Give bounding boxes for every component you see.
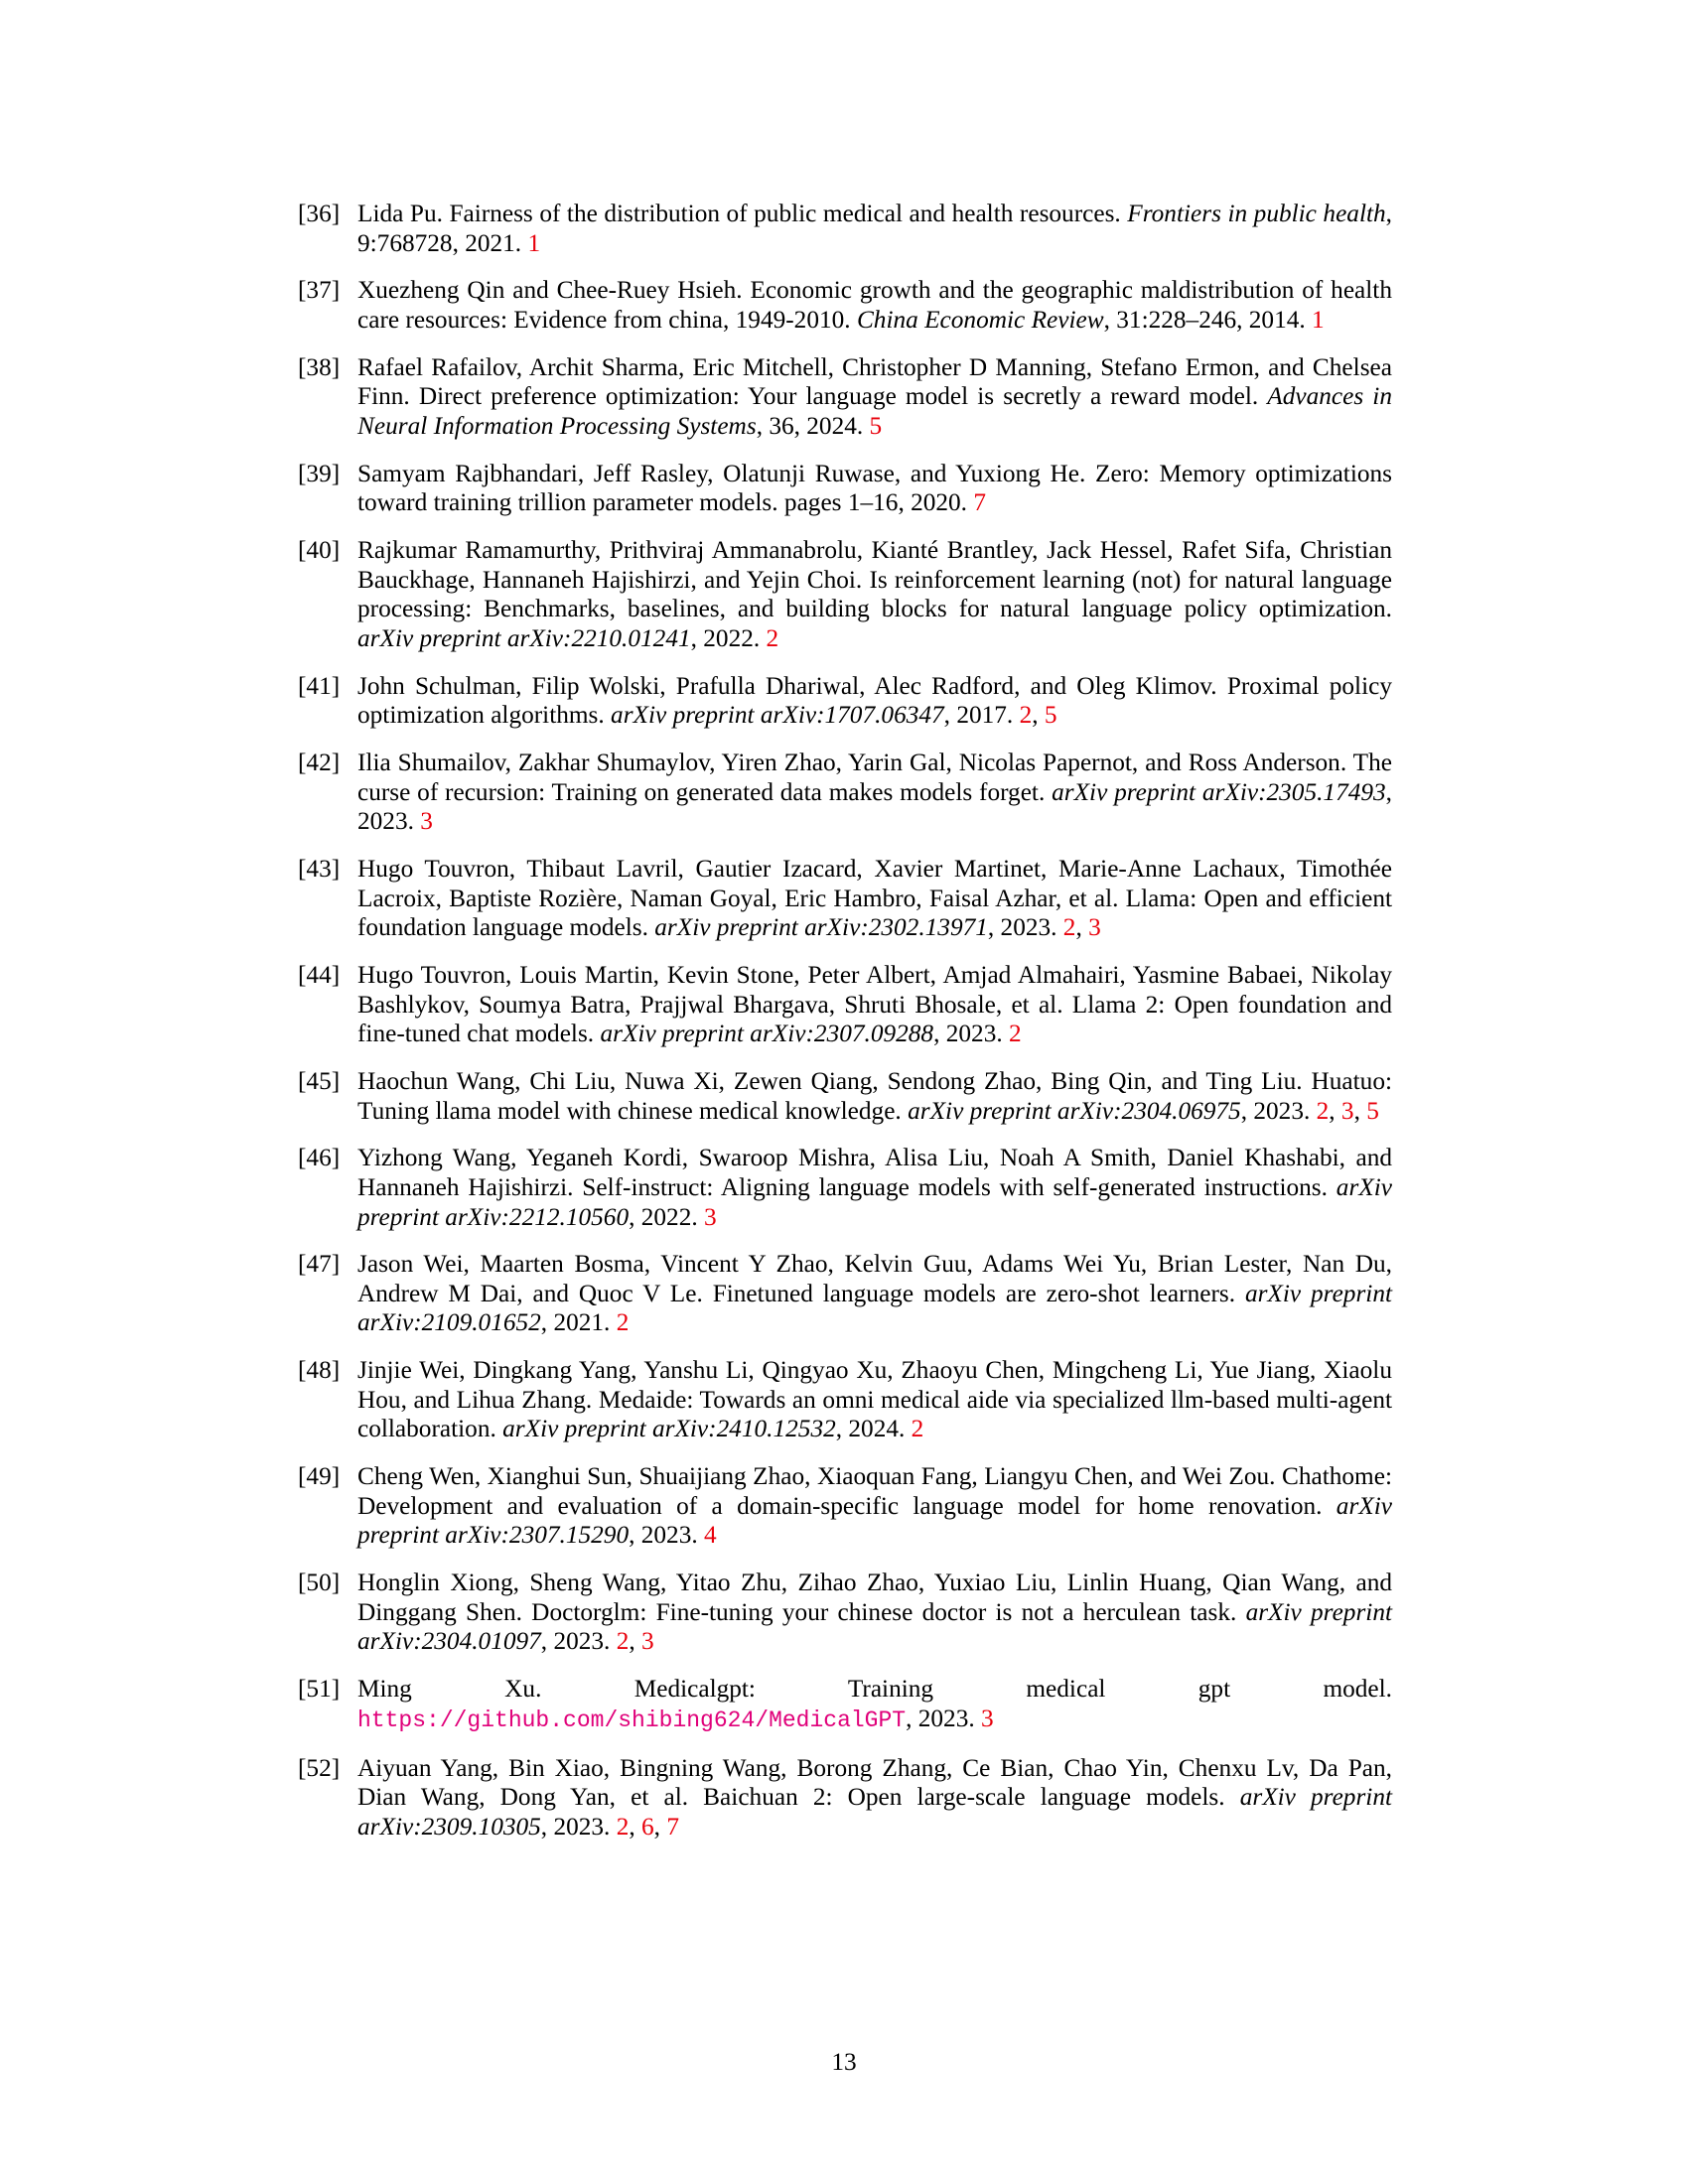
reference-authors-title: Honglin Xiong, Sheng Wang, Yitao Zhu, Zihao Zhao, Yuxiao Liu, Linlin Huang, Qian Wang, and Dinggang Shen. Doctorglm: Fine-tuning your chinese doctor is not a herculean task. [357,1569,1392,1626]
citation-backlink[interactable]: 2 [616,1308,630,1337]
reference-authors-title: Jinjie Wei, Dingkang Yang, Yanshu Li, Qingyao Xu, Zhaoyu Chen, Mingcheng Li, Yue Jiang, Xiaolu Hou, and Lihua Zhang. Medaide: Towards an omni medical aide via specialized llm-based multi-agent collaboration. [357,1356,1392,1443]
reference-authors-title: Haochun Wang, Chi Liu, Nuwa Xi, Zewen Qiang, Sendong Zhao, Bing Qin, and Ting Liu. Huatuo: Tuning llama model with chinese medical knowledge. [357,1066,1392,1125]
reference-details: , 2023. [357,777,1392,836]
reference-entry [298,200,1392,258]
reference-details: , 2017. [943,701,1020,730]
reference-entry [298,1754,1392,1843]
reference-entry [298,1067,1392,1126]
reference-entry [298,1250,1392,1338]
citation-backlink[interactable]: 7 [666,1812,679,1841]
reference-text [357,276,1392,335]
reference-details: , 9:768728, 2021. [357,200,1392,257]
citation-backlink[interactable]: 4 [703,1521,717,1550]
reference-number: [38] [298,352,341,381]
reference-details: , 2022. [629,1202,704,1231]
reference-venue: arXiv preprint arXiv:2212.10560 [357,1172,1392,1231]
reference-number: [41] [298,671,341,700]
reference-entry [298,460,1392,518]
citation-backlink[interactable]: 1 [527,228,541,257]
reference-authors-title: Aiyuan Yang, Bin Xiao, Bingning Wang, Borong Zhang, Ce Bian, Chao Yin, Chenxu Lv, Da Pan, Dian Wang, Dong Yan, et al. Baichuan 2: Open large-scale language models. [357,1753,1392,1812]
citation-backlink[interactable]: 7 [973,488,986,517]
reference-text [357,1675,1392,1735]
reference-authors-title: John Schulman, Filip Wolski, Prafulla Dhariwal, Alec Radford, and Oleg Klimov. Proximal policy optimization algorithms. [357,671,1392,730]
citation-backlink[interactable]: 2 [911,1415,924,1443]
reference-number: [51] [298,1675,341,1704]
reference-authors-title: Ming Xu. Medicalgpt: Training medical gpt model. [357,1675,1392,1704]
reference-text [357,353,1392,442]
reference-details: , 2023. [1240,1096,1317,1125]
reference-entry [298,1675,1392,1735]
reference-entry [298,672,1392,731]
reference-details: , 2023. [629,1521,704,1550]
reference-number: [50] [298,1569,341,1597]
reference-venue: arXiv preprint arXiv:2307.09288 [600,1020,934,1048]
reference-authors-title: Jason Wei, Maarten Bosma, Vincent Y Zhao, Kelvin Guu, Adams Wei Yu, Brian Lester, Nan Du, Andrew M Dai, and Quoc V Le. Finetuned language models are zero-shot learners. [357,1250,1392,1307]
reference-venue: arXiv preprint arXiv:2410.12532 [502,1415,836,1443]
reference-text: Haochun Wang, Chi Liu, Nuwa Xi, Zewen Qiang, Sendong Zhao, Bing Qin, and Ting Liu. Huatuo: Tuning llama model with chinese medical knowledge. arXiv preprint arXiv:2304.06975, 2023. 2, 3, 5 [357,1066,1392,1125]
page-number: 13 [831,2048,857,2076]
reference-text [357,1250,1392,1338]
citation-backlink[interactable]: 5 [869,411,883,440]
reference-venue: Advances in Neural Information Processing Systems [357,382,1392,440]
reference-venue: arXiv preprint arXiv:2305.17493 [1052,777,1386,806]
citation-backlink[interactable]: 2 [1008,1020,1022,1048]
reference-venue: arXiv preprint arXiv:2210.01241 [357,623,691,652]
reference-number: [36] [298,200,341,227]
reference-number: [42] [298,749,341,777]
reference-entry [298,353,1392,442]
reference-authors-title: Xuezheng Qin and Chee-Ruey Hsieh. Economic growth and the geographic maldistribution of health care resources: Evidence from china, 1949-2010. [357,276,1392,334]
reference-number: [37] [298,276,341,305]
reference-venue: arXiv preprint arXiv:2307.15290 [357,1491,1392,1550]
citation-backlink[interactable]: 3 [1088,913,1101,942]
reference-text [357,749,1392,837]
reference-number: [47] [298,1250,341,1279]
citation-backlink[interactable]: 2 [1019,701,1033,730]
citation-backlink[interactable]: 2 [766,623,779,652]
reference-details: , 2023. [540,1812,617,1841]
reference-text: John Schulman, Filip Wolski, Prafulla Dhariwal, Alec Radford, and Oleg Klimov. Proximal policy optimization algorithms. arXiv preprint arXiv:1707.06347, 2017. 2, 5 [357,671,1392,730]
reference-venue: arXiv preprint arXiv:2304.06975 [908,1096,1241,1125]
reference-details: , 2023. [933,1020,1009,1048]
reference-number: [52] [298,1753,341,1782]
citation-backlink[interactable]: 2 [1316,1096,1330,1125]
reference-entry [298,1462,1392,1551]
reference-venue: arXiv preprint arXiv:2309.10305 [357,1783,1393,1841]
reference-text: Aiyuan Yang, Bin Xiao, Bingning Wang, Borong Zhang, Ce Bian, Chao Yin, Chenxu Lv, Da Pan, Dian Wang, Dong Yan, et al. Baichuan 2: Open large-scale language models. arXiv preprint arXiv:2309.10305, 2023. 2, 6, 7 [357,1753,1393,1841]
reference-number: [39] [298,459,341,487]
citation-backlink[interactable]: 3 [980,1704,994,1732]
citation-backlink[interactable]: 5 [1044,701,1057,730]
reference-authors-title: Yizhong Wang, Yeganeh Kordi, Swaroop Mishra, Alisa Liu, Noah A Smith, Daniel Khashabi, and Hannaneh Hajishirzi. Self-instruct: Aligning language models with self-generated instructions. [357,1144,1392,1201]
references-list [298,200,1392,1860]
citation-backlink[interactable]: 3 [703,1202,717,1231]
reference-text [357,200,1392,258]
reference-entry [298,855,1392,943]
citation-backlink[interactable]: 1 [1312,305,1325,334]
reference-number: [46] [298,1144,341,1172]
reference-text [357,460,1392,518]
reference-details: , 31:228–246, 2014. [1103,305,1313,334]
reference-authors-title: Ilia Shumailov, Zakhar Shumaylov, Yiren Zhao, Yarin Gal, Nicolas Papernot, and Ross Anderson. The curse of recursion: Training on generated data makes models forget. [357,749,1392,806]
reference-entry [298,749,1392,837]
citation-backlink[interactable]: 3 [420,807,433,836]
citation-backlink[interactable]: 2 [1062,913,1076,942]
reference-text [357,961,1392,1049]
reference-authors-title: Rafael Rafailov, Archit Sharma, Eric Mitchell, Christopher D Manning, Stefano Ermon, and Chelsea Finn. Direct preference optimization: Your language model is secretly a reward model. [357,352,1392,411]
reference-details: , 2023. [987,913,1063,942]
citation-backlink[interactable]: 2 [616,1812,630,1841]
reference-details: , 2023. [540,1627,617,1656]
reference-venue: China Economic Review [856,305,1104,334]
reference-venue: arXiv preprint arXiv:2304.01097 [357,1597,1392,1656]
reference-url-link[interactable]: https://github.com/shibing624/MedicalGPT [357,1706,907,1733]
reference-text [357,1462,1392,1551]
reference-number: [40] [298,536,341,565]
reference-number: [45] [298,1066,341,1095]
reference-entry [298,536,1392,653]
citation-backlink[interactable]: 2 [616,1627,630,1656]
reference-venue: arXiv preprint arXiv:2109.01652 [357,1279,1393,1337]
reference-venue: arXiv preprint arXiv:1707.06347 [611,701,944,730]
reference-entry [298,1569,1392,1657]
citation-backlink[interactable]: 3 [641,1627,654,1656]
reference-entry [298,1356,1392,1444]
reference-number: [49] [298,1462,341,1491]
reference-authors-title: Rajkumar Ramamurthy, Prithviraj Ammanabrolu, Kianté Brantley, Jack Hessel, Rafet Sifa, Christian Bauckhage, Hannaneh Hajishirzi, and Yejin Choi. Is reinforcement learning (not) for natural language processing: Benchmarks, baselines, and building blocks for natural language policy optimization. [357,536,1392,623]
reference-text: Honglin Xiong, Sheng Wang, Yitao Zhu, Zihao Zhao, Yuxiao Liu, Linlin Huang, Qian Wang, and Dinggang Shen. Doctorglm: Fine-tuning your chinese doctor is not a herculean task. arXiv preprint arXiv:2304.01097, 2023. 2, 3 [357,1569,1392,1656]
reference-authors-title: Lida Pu. Fairness of the distribution of public medical and health resources. [357,200,1128,227]
reference-text [357,1144,1392,1232]
reference-details: , 2024. [835,1415,912,1443]
reference-number: [44] [298,960,341,989]
reference-details: , 2023. [906,1704,981,1732]
reference-authors-title: Samyam Rajbhandari, Jeff Rasley, Olatunji Ruwase, and Yuxiong He. Zero: Memory optimizations toward training trillion parameter models. pages 1–16, 2020. [357,459,1392,517]
reference-details: , 36, 2024. [756,411,870,440]
reference-entry [298,961,1392,1049]
reference-authors-title: Hugo Touvron, Thibaut Lavril, Gautier Izacard, Xavier Martinet, Marie-Anne Lachaux, Timothée Lacroix, Baptiste Rozière, Naman Goyal, Eric Hambro, Faisal Azhar, et al. Llama: Open and efficient foundation language models. [357,855,1392,942]
citation-backlink[interactable]: 6 [641,1812,654,1841]
reference-details: , 2022. [690,623,767,652]
reference-number: [48] [298,1356,341,1385]
reference-authors-title: Cheng Wen, Xianghui Sun, Shuaijiang Zhao, Xiaoquan Fang, Liangyu Chen, and Wei Zou. Chathome: Development and evaluation of a domain-specific language model for home renovation. [357,1462,1392,1520]
reference-text [357,1356,1392,1444]
reference-entry [298,276,1392,335]
reference-text: Hugo Touvron, Thibaut Lavril, Gautier Izacard, Xavier Martinet, Marie-Anne Lachaux, Timothée Lacroix, Baptiste Rozière, Naman Goyal, Eric Hambro, Faisal Azhar, et al. Llama: Open and efficient foundation language models. arXiv preprint arXiv:2302.13971, 2023. 2, 3 [357,855,1392,942]
citation-backlink[interactable]: 5 [1366,1096,1379,1125]
reference-text [357,536,1392,653]
reference-number: [43] [298,855,341,883]
reference-entry [298,1144,1392,1232]
reference-venue: Frontiers in public health [1127,200,1386,227]
reference-details: , 2021. [540,1308,617,1337]
reference-authors-title: Hugo Touvron, Louis Martin, Kevin Stone, Peter Albert, Amjad Almahairi, Yasmine Babaei, Nikolay Bashlykov, Soumya Batra, Prajjwal Bhargava, Shruti Bhosale, et al. Llama 2: Open foundation and fine-tuned chat models. [357,960,1392,1048]
reference-venue: arXiv preprint arXiv:2302.13971 [654,913,988,942]
citation-backlink[interactable]: 3 [1340,1096,1354,1125]
